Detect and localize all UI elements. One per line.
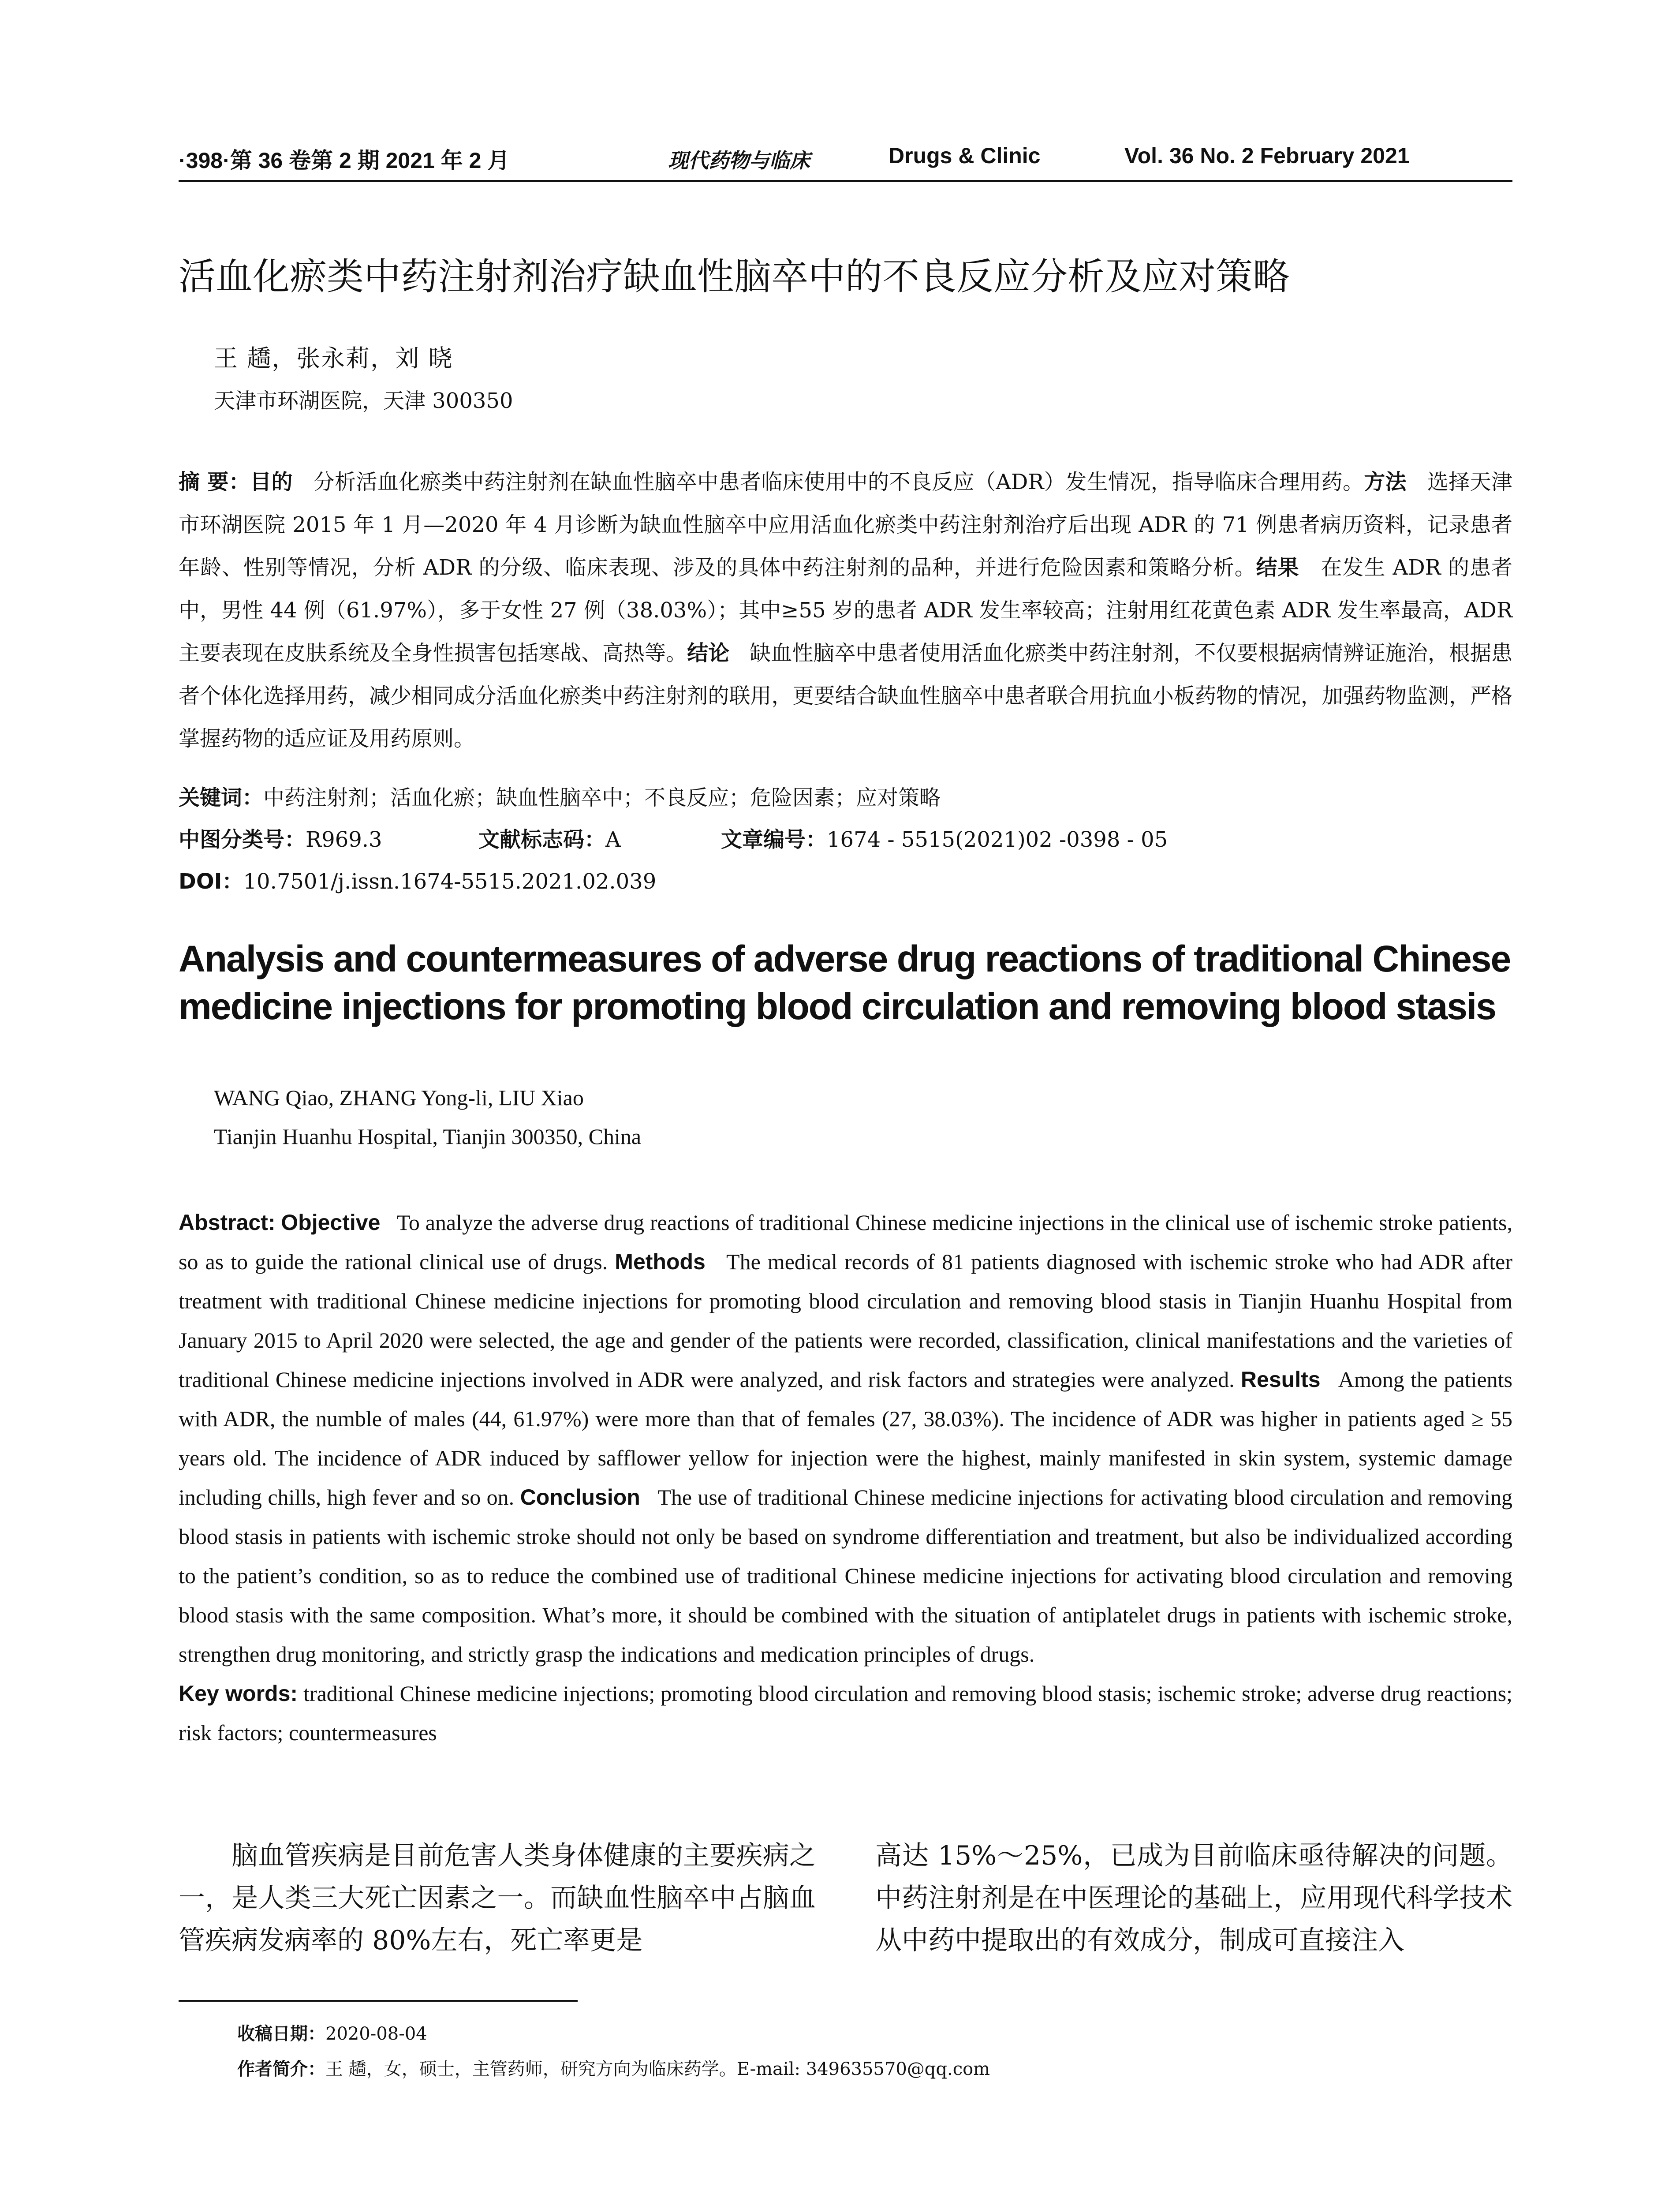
abstract-en-label: Abstract: <box>179 1210 276 1235</box>
keywords-cn-label: 关键词： <box>179 785 264 810</box>
objective-cn-label: 目的 <box>250 470 293 494</box>
conclusion-en-text: The use of traditional Chinese medicine injections for activating blood circulation and removing blood stasis in patients with ischemic stroke should not only be based on syndrome differentiation and treatment, but also be individualized according to the patient’s condition, so as to reduce the combined use of traditional Chinese medicine injections for activating blood circulation and removing blood stasis with the same composition. What’s more, it should be combined with the situation of antiplatelet drugs in patients with ischemic stroke, strengthen drug monitoring, and strictly grasp the indications and medication principles of drugs. <box>179 1485 1512 1667</box>
objective-cn-text: 分析活血化瘀类中药注射剂在缺血性脑卒中患者临床使用中的不良反应（ADR）发生情况，指导临床合理用药。 <box>313 470 1364 494</box>
footnote-author <box>237 2055 990 2080</box>
abstract-cn-label: 摘 要： <box>179 470 250 494</box>
doccode-line <box>478 822 621 853</box>
methods-en-label: Methods <box>615 1249 706 1274</box>
abstract-en <box>179 1203 1512 1753</box>
conclusion-en-label: Conclusion <box>520 1485 640 1510</box>
footnote-rule <box>179 2000 578 2002</box>
received-date: 2020-08-04 <box>325 2024 427 2044</box>
objective-en-text: To analyze the adverse drug reactions of traditional Chinese medicine injections in the clinical use of ischemic stroke patients, so as to guide the rational clinical use of drugs. <box>179 1210 1512 1274</box>
title-cn: 活血化瘀类中药注射剂治疗缺血性脑卒中的不良反应分析及应对策略 <box>179 255 1290 298</box>
article-number-value: 1674 - 5515(2021)02 -0398 - 05 <box>827 827 1168 852</box>
header-journal-en: Drugs & Clinic <box>889 143 1041 168</box>
header-journal-cn: 现代药物与临床 <box>668 149 810 172</box>
affiliation-en: Tianjin Huanhu Hospital, Tianjin 300350, China <box>214 1124 642 1149</box>
results-cn-text: 在发生 ADR 的患者中，男性 44 例（61.97%），多于女性 27 例（38.03%）；其中≥55 岁的患者 ADR 发生率较高；注射用红花黄色素 ADR 发生率最高，ADR 主要表现在皮肤系统及全身性损害包括寒战、高热等。 <box>179 555 1513 665</box>
author-bio-label: 作者简介： <box>237 2059 325 2079</box>
results-cn-label: 结果 <box>1256 555 1299 580</box>
title-en: Analysis and countermeasures of adverse drug reactions of traditional Chinese medicine injections for promoting blood circulation and removing blood stasis <box>179 938 1511 1027</box>
doccode-value: A <box>605 827 621 852</box>
keywords-en-text: traditional Chinese medicine injections; promoting blood circulation and removing blood stasis; ischemic stroke; adverse drug reactions; risk factors; countermeasures <box>179 1681 1512 1745</box>
doi-value: 10.7501/j.issn.1674-5515.2021.02.039 <box>243 869 657 894</box>
keywords-cn-text: 中药注射剂；活血化瘀；缺血性脑卒中；不良反应；危险因素；应对策略 <box>263 785 941 810</box>
article-number-label: 文章编号： <box>721 827 827 852</box>
body-column-left: 脑血管疾病是目前危害人类身体健康的主要疾病之一，是人类三大死亡因素之一。而缺血性脑卒中占脑血管疾病发病率的 80%左右，死亡率更是 <box>179 1840 816 1956</box>
clc-label: 中图分类号： <box>179 827 306 852</box>
authors-cn: 王 趫，张永莉，刘 晓 <box>214 344 453 372</box>
affiliation-cn: 天津市环湖医院，天津 300350 <box>214 389 513 413</box>
keywords-cn <box>179 781 941 811</box>
objective-en-label: Objective <box>281 1210 381 1235</box>
doi-line <box>179 864 656 895</box>
doi-label: DOI： <box>179 869 243 894</box>
received-label: 收稿日期： <box>237 2024 325 2044</box>
running-header <box>179 140 1512 182</box>
conclusion-cn-text: 缺血性脑卒中患者使用活血化瘀类中药注射剂，不仅要根据病情辨证施治，根据患者个体化选择用药，减少相同成分活血化瘀类中药注射剂的联用，更要结合缺血性脑卒中患者联合用抗血小板药物的情况，加强药物监测，严格掌握药物的适应证及用药原则。 <box>179 641 1512 751</box>
conclusion-cn-label: 结论 <box>687 641 730 665</box>
classification-line <box>179 822 382 853</box>
results-en-label: Results <box>1240 1367 1321 1392</box>
header-volume: Vol. 36 No. 2 February 2021 <box>1124 143 1410 168</box>
article-number-line <box>721 822 1168 853</box>
authors-en: WANG Qiao, ZHANG Yong-li, LIU Xiao <box>214 1085 584 1110</box>
methods-cn-text: 选择天津市环湖医院 2015 年 1 月—2020 年 4 月诊断为缺血性脑卒中应用活血化瘀类中药注射剂治疗后出现 ADR 的 71 例患者病历资料，记录患者年龄、性别等情况，分析 ADR 的分级、临床表现、涉及的具体中药注射剂的品种，并进行危险因素和策略分析。 <box>179 470 1512 580</box>
author-bio-text: 王 趫，女，硕士，主管药师，研究方向为临床药学。E-mail: 349635570@qq.com <box>325 2059 990 2079</box>
clc-value: R969.3 <box>306 827 382 852</box>
keywords-en-label: Key words: <box>179 1681 298 1706</box>
header-page-info: ·398·第 36 卷第 2 期 2021 年 2 月 <box>179 148 510 173</box>
footnote-received <box>237 2020 427 2045</box>
methods-en-text: The medical records of 81 patients diagnosed with ischemic stroke who had ADR after treatment with traditional Chinese medicine injections for promoting blood circulation and removing blood stasis in Tianjin Huanhu Hospital from January 2015 to April 2020 were selected, the age and gender of the patients were recorded, classification, clinical manifestations and the varieties of traditional Chinese medicine injections involved in ADR were analyzed, and risk factors and strategies were analyzed. <box>179 1249 1513 1392</box>
body-column-right: 高达 15%～25%，已成为目前临床亟待解决的问题。中药注射剂是在中医理论的基础上，应用现代科学技术从中药中提取出的有效成分，制成可直接注入 <box>875 1840 1512 1956</box>
doccode-label: 文献标志码： <box>478 827 606 852</box>
methods-cn-label: 方法 <box>1364 470 1407 494</box>
results-en-text: Among the patients with ADR, the numble of males (44, 61.97%) were more than that of females (27, 38.03%). The incidence of ADR was higher in patients aged ≥ 55 years old. The incidence of ADR induced by safflower yellow for injection were the highest, mainly manifested in skin system, systemic damage including chills, high fever and so on. <box>179 1367 1513 1510</box>
abstract-cn <box>179 461 1512 760</box>
